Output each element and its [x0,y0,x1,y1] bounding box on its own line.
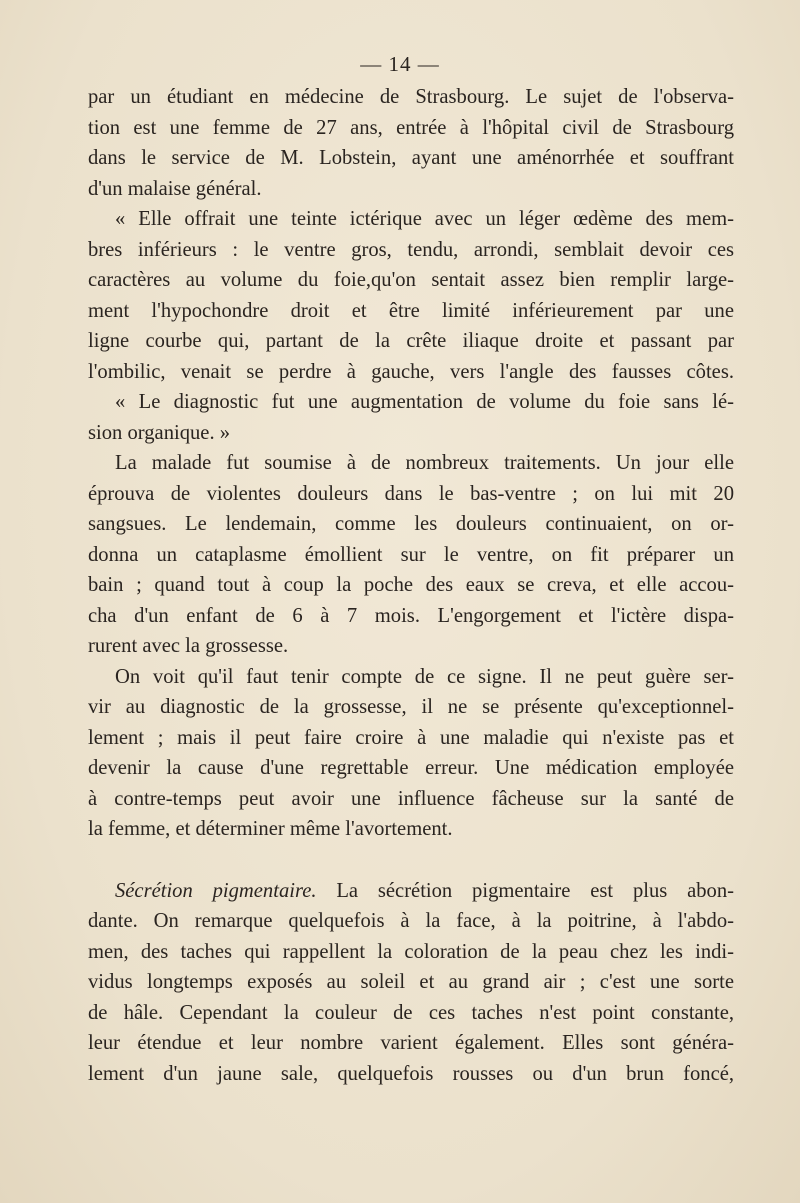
page-number: — 14 — [360,52,440,76]
text-line: l'ombilic, venait se perdre à gauche, vers l'angle des fausses côtes. [88,360,734,383]
text-line: men, des taches qui rappellent la coloration de la peau chez les indi- [88,940,734,963]
text-line: la femme, et déterminer même l'avortement. [88,818,453,840]
text-line: dans le service de M. Lobstein, ayant une aménorrhée et souffrant [88,147,734,169]
text-line: d'un malaise général. [88,177,262,200]
text-line: cha d'un enfant de 6 à 7 mois. L'engorgement et l'ictère dispa- [88,604,734,627]
section-first-line [88,876,734,907]
text-line: sangsues. Le lendemain, comme les douleurs continuaient, on or- [88,513,734,535]
section-title: Sécrétion pigmentaire. [115,879,317,902]
text-line: « Elle offrait une teinte ictérique avec un léger œdème des mem- [115,208,734,230]
text-line: par un étudiant en médecine de Strasbourg. Le sujet de l'observa- [88,86,734,108]
text-line: à contre-temps peut avoir une influence fâcheuse sur la santé de [88,787,734,810]
text-line: vir au diagnostic de la grossesse, il ne se présente qu'exceptionnel- [88,696,734,718]
text-line: dante. On remarque quelquefois à la face, à la poitrine, à l'abdo- [88,910,734,932]
text-line: éprouva de violentes douleurs dans le bas-ventre ; on lui mit 20 [88,482,734,505]
text-line: donna un cataplasme émollient sur le ventre, on fit préparer un [88,543,734,566]
text-line: bain ; quand tout à coup la poche des eaux se creva, et elle accou- [88,574,734,596]
text-line: ment l'hypochondre droit et être limité inférieurement par une [88,299,734,322]
section-break [88,845,734,876]
text-line: leur étendue et leur nombre varient également. Elles sont généra- [88,1032,734,1054]
text-line: « Le diagnostic fut une augmentation de volume du foie sans lé- [115,391,734,413]
body-text [88,82,734,1089]
text-line: sion organique. » [88,421,231,444]
text-line: ligne courbe qui, partant de la crête iliaque droite et passant par [88,330,734,352]
text-line: vidus longtemps exposés au soleil et au grand air ; c'est une sorte [88,971,734,993]
paragraph-1 [88,82,734,204]
text-line: bres inférieurs : le ventre gros, tendu, arrondi, semblait devoir ces [88,238,734,261]
text-line: de hâle. Cependant la couleur de ces taches n'est point constante, [88,1001,734,1024]
text-line: On voit qu'il faut tenir compte de ce signe. Il ne peut guère ser- [115,665,734,688]
text-line: La malade fut soumise à de nombreux traitements. Un jour elle [115,452,734,474]
text-line: devenir la cause d'une regrettable erreur. Une médication employée [88,757,734,779]
paragraph-4 [88,448,734,662]
section-pigmentation [88,876,734,1090]
section-first-line-rest: La sécrétion pigmentaire est plus abon- [316,879,735,902]
paragraph-2 [88,204,734,387]
paragraph-3 [88,387,734,448]
text-line: lement d'un jaune sale, quelquefois rousses ou d'un brun foncé, [88,1062,734,1085]
text-line: tion est une femme de 27 ans, entrée à l'hôpital civil de Strasbourg [88,116,734,139]
text-line: lement ; mais il peut faire croire à une maladie qui n'existe pas et [88,726,734,749]
text-line: caractères au volume du foie,qu'on sentait assez bien remplir large- [88,269,734,291]
paragraph-5 [88,662,734,845]
text-line: rurent avec la grossesse. [88,635,289,657]
